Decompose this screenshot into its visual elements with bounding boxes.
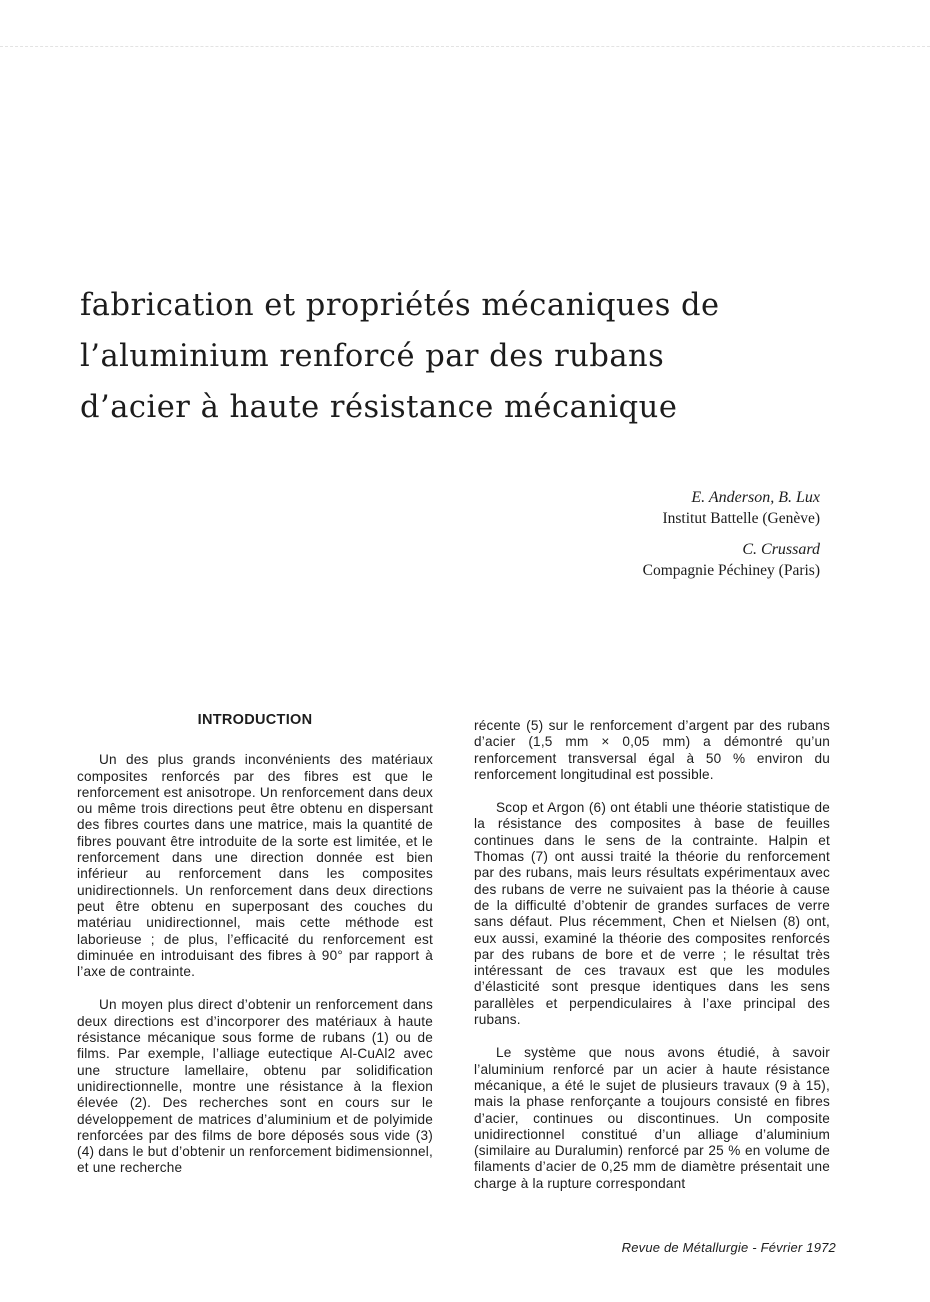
paragraph: Un des plus grands inconvénients des matériaux composites renforcés par des fibres est que le renforcement est anisotrope. Un renforcement dans deux ou même trois directions peut être obtenu en dispersant des fibres courtes dans une matrice, mais la quantité de fibres pouvant être introduite de la sorte est limitée, et le renforcement dans une direction donnée est bien inférieur au renforcement dans les composites unidirectionnels. Un renforcement dans deux directions peut être obtenu en superposant des couches du matériau unidirectionnel, mais cette méthode est laborieuse ; de plus, l’efficacité du renforcement est diminuée en introduisant des fibres à 90° par rapport à l’axe de contrainte.	[77, 752, 433, 980]
author-institution: Compagnie Péchiney (Paris)	[642, 562, 820, 579]
author-names: E. Anderson, B. Lux	[691, 489, 820, 506]
article-title	[80, 280, 720, 433]
author-block	[420, 487, 820, 591]
paragraph: Un moyen plus direct d’obtenir un renforcement dans deux directions est d’incorporer des matériaux à haute résistance mécanique sous forme de rubans (1) ou de films. Par exemple, l’alliage eutectique Al-CuAl2 avec une structure lamellaire, obtenu par solidification unidirectionnelle, montre une résistance à la flexion élevée (2). Des recherches sont en cours sur le développement de matrices d’aluminium et de polyimide renforcées par des films de bore déposés sous vide (3) (4) dans le but d’obtenir un renforcement bidimensionnel, et une recherche	[77, 997, 433, 1176]
title-line: fabrication et propriétés mécaniques de	[80, 288, 720, 323]
title-line: l’aluminium renforcé par des rubans	[80, 339, 665, 374]
left-column	[77, 712, 433, 1194]
paragraph: récente (5) sur le renforcement d’argent par des rubans d’acier (1,5 mm × 0,05 mm) a démontré qu’un renforcement transversal égal à 50 % environ du renforcement longitudinal est possible.	[474, 718, 830, 782]
paragraph: Scop et Argon (6) ont établi une théorie statistique de la résistance des composites à base de feuilles continues dans le sens de la contrainte. Halpin et Thomas (7) ont aussi traité la théorie du renforcement par des rubans, mais leurs résultats expérimentaux avec des rubans de verre ne suivaient pas la théorie à cause de la difficulté d’obtenir de grandes surfaces de verre sans défaut. Plus récemment, Chen et Nielsen (8) ont, eux aussi, examiné la théorie des composites renforcés par des rubans de bore et de verre ; le résultat très intéressant de ces travaux est que les modules d’élasticité sont presque identiques dans les sens parallèles et perpendiculaires à l’axe principal des rubans.	[474, 800, 830, 1028]
journal-footer: Revue de Métallurgie - Février 1972	[621, 1240, 836, 1255]
title-line: d’acier à haute résistance mécanique	[80, 390, 678, 425]
author-institution: Institut Battelle (Genève)	[662, 510, 820, 527]
right-column	[474, 718, 830, 1209]
scan-edge-line	[0, 46, 930, 48]
author-names: C. Crussard	[742, 541, 820, 558]
paragraph: Le système que nous avons étudié, à savoir l’aluminium renforcé par un acier à haute résistance mécanique, a été le sujet de plusieurs travaux (9 à 15), mais la phase renforçante a toujours consisté en fibres d’acier, continues ou discontinues. Un composite unidirectionnel constitué d’un alliage d’aluminium (similaire au Duralumin) renforcé par 25 % en volume de filaments d’acier de 0,25 mm de diamètre présentait une charge à la rupture correspondant	[474, 1045, 830, 1191]
section-heading: INTRODUCTION	[197, 712, 313, 728]
